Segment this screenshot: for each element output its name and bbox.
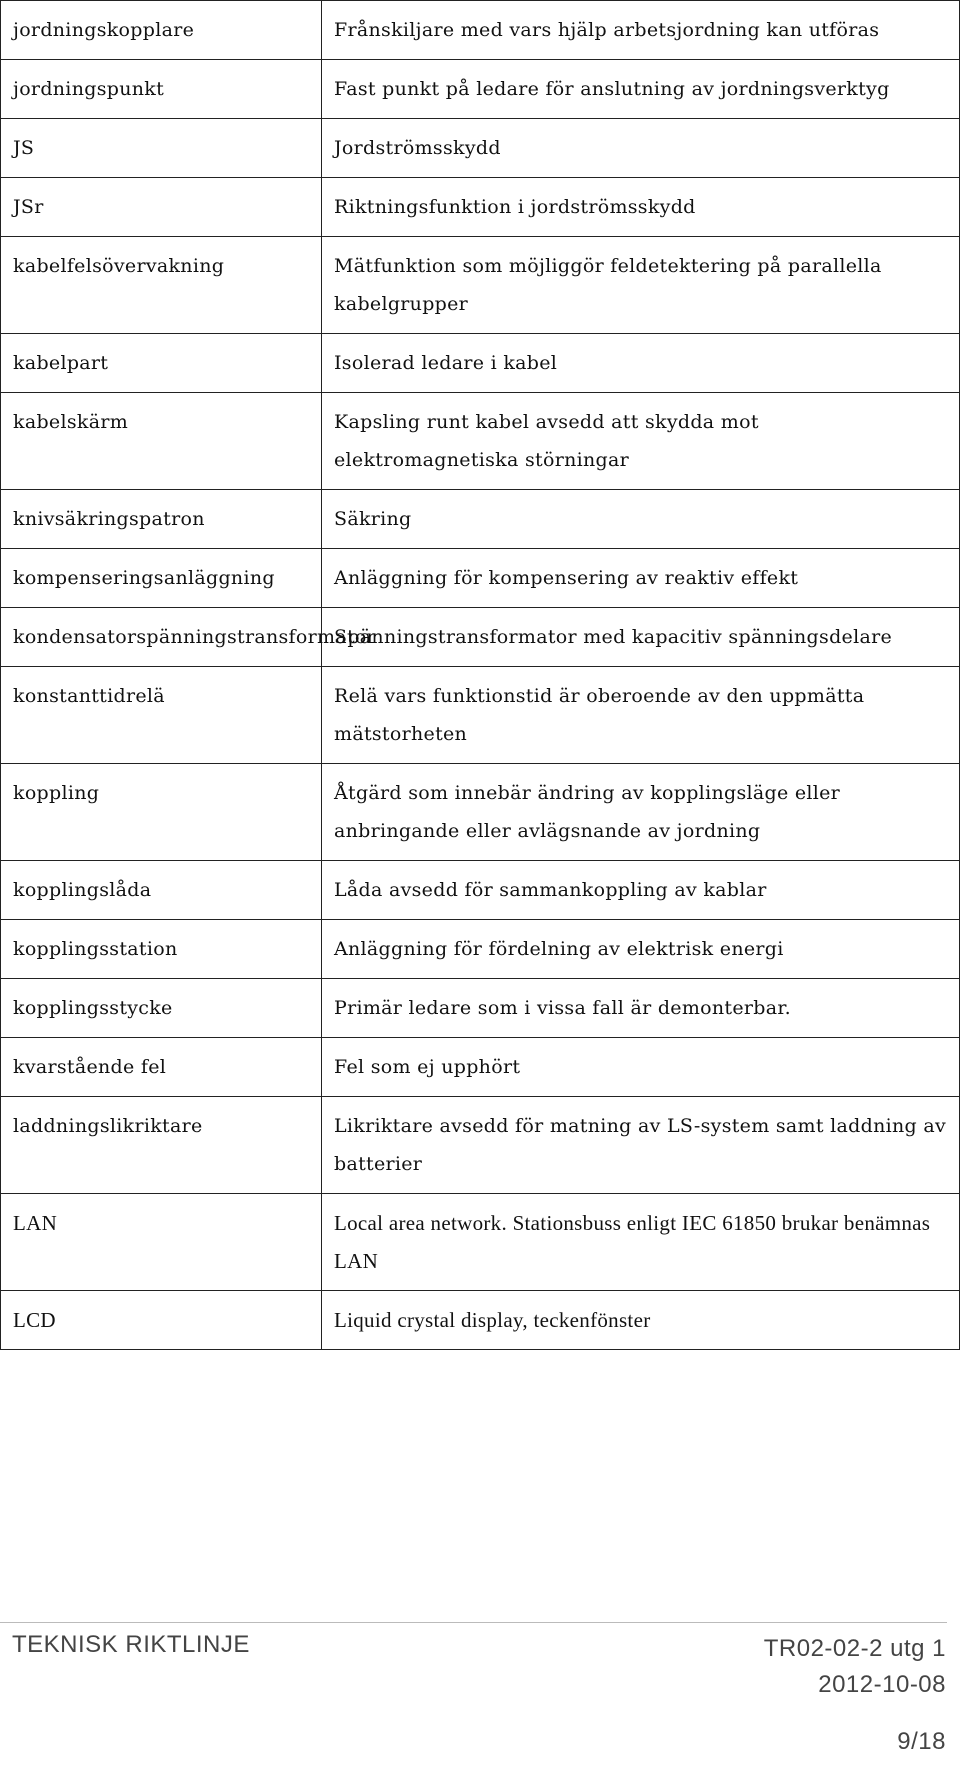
footer-page-number: 9/18 (897, 1728, 946, 1755)
term-cell: JS (1, 119, 322, 178)
table-row (1, 490, 960, 549)
definition-cell: Spänningstransformator med kapacitiv spänningsdelare (322, 608, 960, 667)
table-row (1, 178, 960, 237)
definition-cell: Riktningsfunktion i jordströmsskydd (322, 178, 960, 237)
table-row (1, 920, 960, 979)
term-cell: kopplingsstycke (1, 979, 322, 1038)
table-row (1, 1097, 960, 1194)
definition-cell: Åtgärd som innebär ändring av kopplingsläge eller anbringande eller avlägsnande av jordning (322, 764, 960, 861)
definition-cell: Primär ledare som i vissa fall är demonterbar. (322, 979, 960, 1038)
table-row (1, 1, 960, 60)
table-row (1, 119, 960, 178)
definition-cell: Anläggning för kompensering av reaktiv effekt (322, 549, 960, 608)
table-row (1, 1291, 960, 1350)
definition-cell: Fast punkt på ledare för anslutning av jordningsverktyg (322, 60, 960, 119)
definition-cell: Anläggning för fördelning av elektrisk energi (322, 920, 960, 979)
table-row (1, 334, 960, 393)
definition-cell: Likriktare avsedd för matning av LS-system samt laddning av batterier (322, 1097, 960, 1194)
term-cell: kabelskärm (1, 393, 322, 490)
term-cell: kabelfelsövervakning (1, 237, 322, 334)
glossary-body (1, 1, 960, 1350)
table-row (1, 764, 960, 861)
table-row (1, 549, 960, 608)
term-cell: kabelpart (1, 334, 322, 393)
footer-doc-type: TEKNISK RIKTLINJE (12, 1631, 250, 1658)
term-cell: koppling (1, 764, 322, 861)
definition-cell: Jordströmsskydd (322, 119, 960, 178)
table-row (1, 393, 960, 490)
definition-cell: Fel som ej upphört (322, 1038, 960, 1097)
term-cell: knivsäkringspatron (1, 490, 322, 549)
term-cell: kopplingslåda (1, 861, 322, 920)
table-row (1, 237, 960, 334)
term-cell: kondensatorspänningstransformator (1, 608, 322, 667)
definition-cell: Låda avsedd för sammankoppling av kablar (322, 861, 960, 920)
definition-cell: Relä vars funktionstid är oberoende av den uppmätta mätstorheten (322, 667, 960, 764)
table-row (1, 608, 960, 667)
term-cell: kompenseringsanläggning (1, 549, 322, 608)
table-row (1, 667, 960, 764)
table-row (1, 861, 960, 920)
definition-cell: Frånskiljare med vars hjälp arbetsjordning kan utföras (322, 1, 960, 60)
definition-cell: Isolerad ledare i kabel (322, 334, 960, 393)
footer-date: 2012-10-08 (818, 1671, 946, 1698)
table-row (1, 979, 960, 1038)
definition-cell: Mätfunktion som möjliggör feldetektering på parallella kabelgrupper (322, 237, 960, 334)
footer-divider (0, 1622, 947, 1623)
term-cell: laddningslikriktare (1, 1097, 322, 1194)
term-cell: LCD (1, 1291, 322, 1350)
term-cell: jordningskopplare (1, 1, 322, 60)
footer-doc-id: TR02-02-2 utg 1 (763, 1635, 946, 1662)
footer-doc-meta (764, 1631, 946, 1703)
term-cell: JSr (1, 178, 322, 237)
term-cell: konstanttidrelä (1, 667, 322, 764)
table-row (1, 1038, 960, 1097)
term-cell: kopplingsstation (1, 920, 322, 979)
table-row (1, 60, 960, 119)
definition-cell: Local area network. Stationsbuss enligt IEC 61850 brukar benämnas LAN (322, 1194, 960, 1291)
term-cell: LAN (1, 1194, 322, 1291)
definition-cell: Liquid crystal display, teckenfönster (322, 1291, 960, 1350)
table-row (1, 1194, 960, 1291)
definition-cell: Kapsling runt kabel avsedd att skydda mot elektromagnetiska störningar (322, 393, 960, 490)
term-cell: jordningspunkt (1, 60, 322, 119)
term-cell: kvarstående fel (1, 1038, 322, 1097)
definition-cell: Säkring (322, 490, 960, 549)
